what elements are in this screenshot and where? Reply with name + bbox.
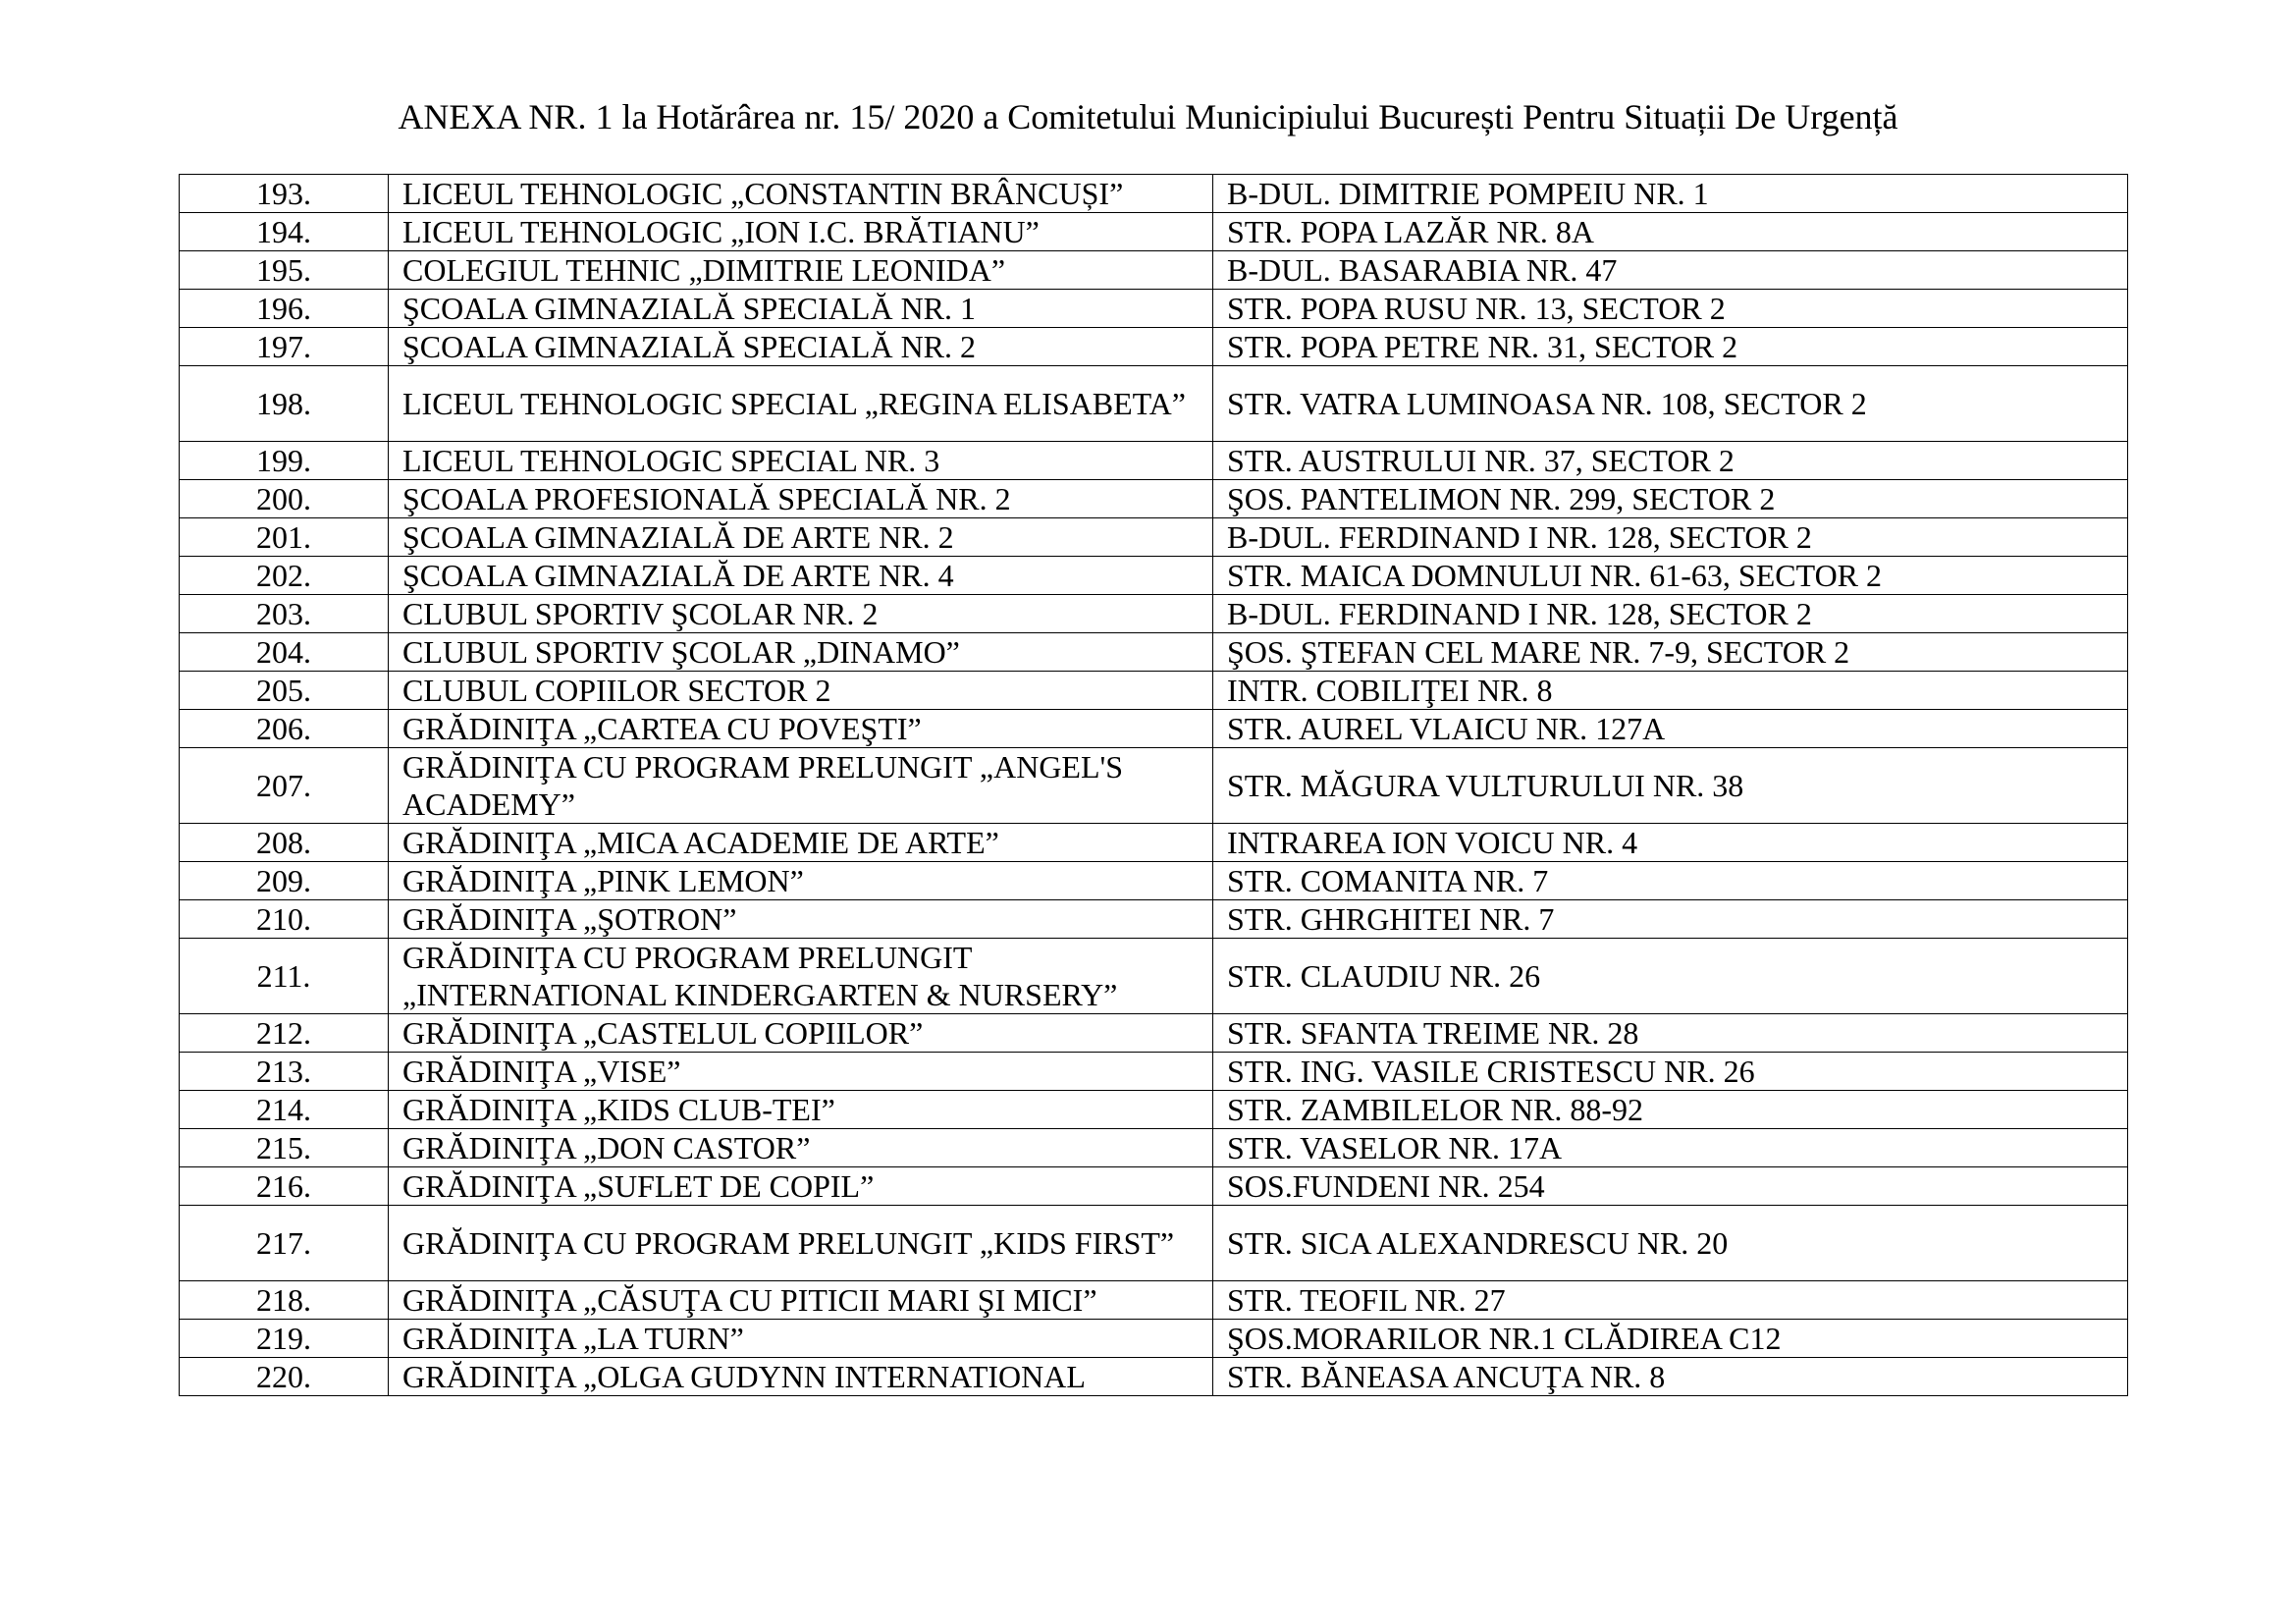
institution-name-cell: GRĂDINIŢA „VISE” — [389, 1053, 1213, 1091]
table-row — [180, 366, 2128, 442]
institution-name-cell: GRĂDINIŢA „DON CASTOR” — [389, 1129, 1213, 1167]
institution-name-cell: GRĂDINIŢA „CĂSUŢA CU PITICII MARI ŞI MICI” — [389, 1281, 1213, 1320]
address-cell: B-DUL. DIMITRIE POMPEIU NR. 1 — [1213, 175, 2128, 213]
institution-name-cell: GRĂDINIŢA „PINK LEMON” — [389, 862, 1213, 900]
institution-name-cell: GRĂDINIŢA „KIDS CLUB-TEI” — [389, 1091, 1213, 1129]
table-body — [180, 175, 2128, 1396]
table-row — [180, 595, 2128, 633]
table-row — [180, 1053, 2128, 1091]
table-row — [180, 710, 2128, 748]
table-row — [180, 480, 2128, 518]
table-row — [180, 213, 2128, 251]
institution-name-cell: ŞCOALA GIMNAZIALĂ SPECIALĂ NR. 2 — [389, 328, 1213, 366]
table-row — [180, 1358, 2128, 1396]
address-cell: INTR. COBILIŢEI NR. 8 — [1213, 672, 2128, 710]
address-cell: STR. VASELOR NR. 17A — [1213, 1129, 2128, 1167]
address-cell: STR. ZAMBILELOR NR. 88-92 — [1213, 1091, 2128, 1129]
row-number-cell: 208. — [180, 824, 389, 862]
row-number-cell: 194. — [180, 213, 389, 251]
table-row — [180, 518, 2128, 557]
address-cell: STR. POPA RUSU NR. 13, SECTOR 2 — [1213, 290, 2128, 328]
table-row — [180, 442, 2128, 480]
address-cell: INTRAREA ION VOICU NR. 4 — [1213, 824, 2128, 862]
institution-name-cell: CLUBUL COPIILOR SECTOR 2 — [389, 672, 1213, 710]
institution-name-cell: ŞCOALA GIMNAZIALĂ SPECIALĂ NR. 1 — [389, 290, 1213, 328]
row-number-cell: 195. — [180, 251, 389, 290]
address-cell: STR. ING. VASILE CRISTESCU NR. 26 — [1213, 1053, 2128, 1091]
table-row — [180, 1091, 2128, 1129]
institution-name-cell: LICEUL TEHNOLOGIC SPECIAL „REGINA ELISABETA” — [389, 366, 1213, 442]
table-row — [180, 748, 2128, 824]
institution-name-cell: GRĂDINIŢA „CARTEA CU POVEŞTI” — [389, 710, 1213, 748]
table-row — [180, 900, 2128, 939]
row-number-cell: 220. — [180, 1358, 389, 1396]
address-cell: STR. SFANTA TREIME NR. 28 — [1213, 1014, 2128, 1053]
institutions-table — [179, 174, 2128, 1396]
row-number-cell: 206. — [180, 710, 389, 748]
institution-name-cell: LICEUL TEHNOLOGIC „CONSTANTIN BRÂNCUȘI” — [389, 175, 1213, 213]
address-cell: ŞOS. PANTELIMON NR. 299, SECTOR 2 — [1213, 480, 2128, 518]
row-number-cell: 212. — [180, 1014, 389, 1053]
institution-name-cell: GRĂDINIŢA „ŞOTRON” — [389, 900, 1213, 939]
row-number-cell: 205. — [180, 672, 389, 710]
table-row — [180, 939, 2128, 1014]
table-row — [180, 175, 2128, 213]
institution-name-cell: GRĂDINIŢA CU PROGRAM PRELUNGIT „INTERNATIONAL KINDERGARTEN & NURSERY” — [389, 939, 1213, 1014]
row-number-cell: 199. — [180, 442, 389, 480]
address-cell: STR. AUSTRULUI NR. 37, SECTOR 2 — [1213, 442, 2128, 480]
institution-name-cell: GRĂDINIŢA „MICA ACADEMIE DE ARTE” — [389, 824, 1213, 862]
address-cell: STR. POPA LAZĂR NR. 8A — [1213, 213, 2128, 251]
address-cell: STR. MĂGURA VULTURULUI NR. 38 — [1213, 748, 2128, 824]
address-cell: STR. BĂNEASA ANCUŢA NR. 8 — [1213, 1358, 2128, 1396]
address-cell: STR. VATRA LUMINOASA NR. 108, SECTOR 2 — [1213, 366, 2128, 442]
row-number-cell: 198. — [180, 366, 389, 442]
row-number-cell: 193. — [180, 175, 389, 213]
table-row — [180, 633, 2128, 672]
institution-name-cell: GRĂDINIŢA „OLGA GUDYNN INTERNATIONAL — [389, 1358, 1213, 1396]
address-cell: B-DUL. FERDINAND I NR. 128, SECTOR 2 — [1213, 595, 2128, 633]
address-cell: ŞOS.MORARILOR NR.1 CLĂDIREA C12 — [1213, 1320, 2128, 1358]
address-cell: STR. TEOFIL NR. 27 — [1213, 1281, 2128, 1320]
row-number-cell: 209. — [180, 862, 389, 900]
address-cell: B-DUL. BASARABIA NR. 47 — [1213, 251, 2128, 290]
institution-name-cell: ŞCOALA GIMNAZIALĂ DE ARTE NR. 2 — [389, 518, 1213, 557]
row-number-cell: 215. — [180, 1129, 389, 1167]
institution-name-cell: GRĂDINIŢA CU PROGRAM PRELUNGIT „ANGEL'S ACADEMY” — [389, 748, 1213, 824]
row-number-cell: 196. — [180, 290, 389, 328]
row-number-cell: 197. — [180, 328, 389, 366]
address-cell: SOS.FUNDENI NR. 254 — [1213, 1167, 2128, 1206]
institution-name-cell: CLUBUL SPORTIV ŞCOLAR NR. 2 — [389, 595, 1213, 633]
table-row — [180, 1014, 2128, 1053]
address-cell: STR. SICA ALEXANDRESCU NR. 20 — [1213, 1206, 2128, 1281]
row-number-cell: 210. — [180, 900, 389, 939]
institution-name-cell: COLEGIUL TEHNIC „DIMITRIE LEONIDA” — [389, 251, 1213, 290]
row-number-cell: 213. — [180, 1053, 389, 1091]
row-number-cell: 207. — [180, 748, 389, 824]
table-row — [180, 824, 2128, 862]
row-number-cell: 204. — [180, 633, 389, 672]
institution-name-cell: LICEUL TEHNOLOGIC „ION I.C. BRĂTIANU” — [389, 213, 1213, 251]
table-row — [180, 862, 2128, 900]
table-row — [180, 1129, 2128, 1167]
table-row — [180, 672, 2128, 710]
institution-name-cell: GRĂDINIŢA CU PROGRAM PRELUNGIT „KIDS FIRST” — [389, 1206, 1213, 1281]
institution-name-cell: LICEUL TEHNOLOGIC SPECIAL NR. 3 — [389, 442, 1213, 480]
table-row — [180, 1281, 2128, 1320]
address-cell: STR. CLAUDIU NR. 26 — [1213, 939, 2128, 1014]
row-number-cell: 218. — [180, 1281, 389, 1320]
table-row — [180, 1167, 2128, 1206]
table-row — [180, 1320, 2128, 1358]
address-cell: STR. GHRGHITEI NR. 7 — [1213, 900, 2128, 939]
address-cell: B-DUL. FERDINAND I NR. 128, SECTOR 2 — [1213, 518, 2128, 557]
row-number-cell: 214. — [180, 1091, 389, 1129]
row-number-cell: 216. — [180, 1167, 389, 1206]
row-number-cell: 217. — [180, 1206, 389, 1281]
institution-name-cell: CLUBUL SPORTIV ŞCOLAR „DINAMO” — [389, 633, 1213, 672]
table-row — [180, 1206, 2128, 1281]
row-number-cell: 203. — [180, 595, 389, 633]
address-cell: STR. AUREL VLAICU NR. 127A — [1213, 710, 2128, 748]
row-number-cell: 202. — [180, 557, 389, 595]
address-cell: STR. MAICA DOMNULUI NR. 61-63, SECTOR 2 — [1213, 557, 2128, 595]
address-cell: ŞOS. ŞTEFAN CEL MARE NR. 7-9, SECTOR 2 — [1213, 633, 2128, 672]
table-row — [180, 290, 2128, 328]
institution-name-cell: GRĂDINIŢA „SUFLET DE COPIL” — [389, 1167, 1213, 1206]
institution-name-cell: ŞCOALA PROFESIONALĂ SPECIALĂ NR. 2 — [389, 480, 1213, 518]
row-number-cell: 200. — [180, 480, 389, 518]
institution-name-cell: ŞCOALA GIMNAZIALĂ DE ARTE NR. 4 — [389, 557, 1213, 595]
page-title: ANEXA NR. 1 la Hotărârea nr. 15/ 2020 a Comitetului Municipiului București Pentru Situații De Urgență — [398, 97, 1898, 136]
table-row — [180, 557, 2128, 595]
institution-name-cell: GRĂDINIŢA „LA TURN” — [389, 1320, 1213, 1358]
address-cell: STR. COMANITA NR. 7 — [1213, 862, 2128, 900]
address-cell: STR. POPA PETRE NR. 31, SECTOR 2 — [1213, 328, 2128, 366]
table-row — [180, 251, 2128, 290]
table-row — [180, 328, 2128, 366]
row-number-cell: 219. — [180, 1320, 389, 1358]
institution-name-cell: GRĂDINIŢA „CASTELUL COPIILOR” — [389, 1014, 1213, 1053]
row-number-cell: 201. — [180, 518, 389, 557]
row-number-cell: 211. — [180, 939, 389, 1014]
